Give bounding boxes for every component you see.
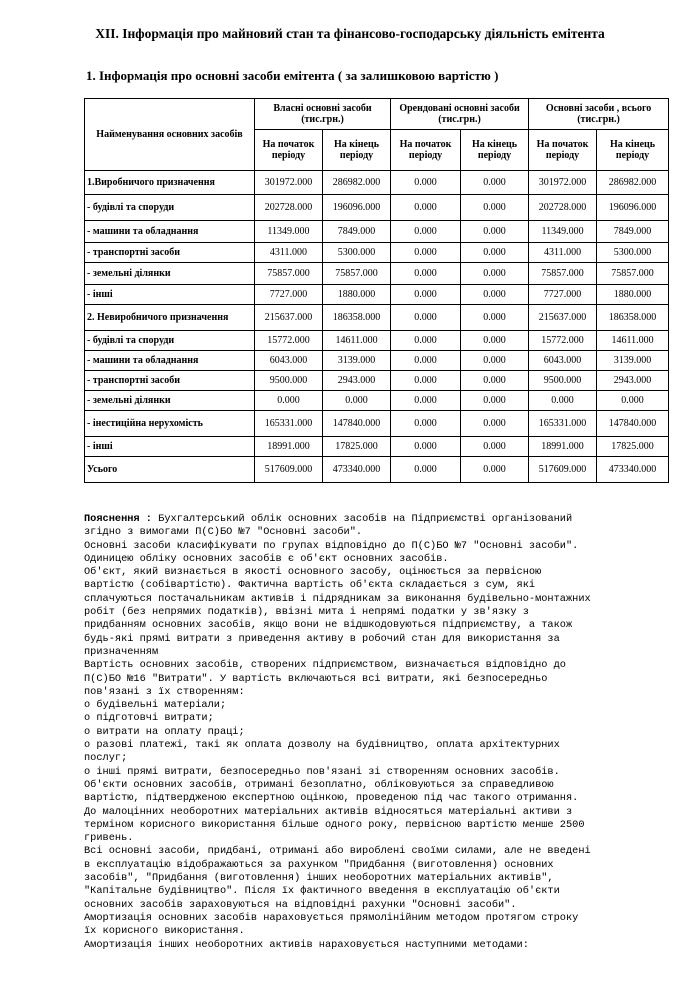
value-cell: 9500.000 [529,371,597,391]
value-cell: 202728.000 [529,195,597,221]
value-cell: 165331.000 [255,411,323,437]
value-cell: 0.000 [391,305,461,331]
value-cell: 6043.000 [255,351,323,371]
value-cell: 147840.000 [597,411,669,437]
note-line: будь-які прямі витрати з приведення активу в робочий стан для використання за [84,632,560,645]
row-label: - транспортні засоби [85,371,255,391]
notes-body [84,526,591,950]
column-group-leased: Орендовані основні засоби (тис.грн.) [391,99,529,130]
value-cell: 0.000 [391,331,461,351]
note-line: о будівельні матеріали; [84,699,227,712]
note-line: "Капітальне будівництво". Після їх фактичного введення в експлуатацію об'єкти [84,885,560,898]
value-cell: 0.000 [391,437,461,457]
column-header-end: На кінець періоду [461,130,529,171]
value-cell: 18991.000 [529,437,597,457]
explanatory-notes [84,513,684,952]
value-cell: 301972.000 [529,171,597,195]
note-line: засобів", "Придбання (виготовлення) інших необоротних матеріальних активів", [84,872,554,885]
value-cell: 0.000 [461,371,529,391]
table-row [85,437,669,457]
value-cell: 11349.000 [529,221,597,243]
row-label: 2. Невиробничого призначення [85,305,255,331]
notes-first-line: Бухгалтерський облік основних засобів на Підприємстві організований [151,513,573,525]
note-line: До малоцінних необоротних матеріальних активів відносяться матеріальні активи з [84,805,573,818]
value-cell: 473340.000 [597,457,669,483]
value-cell: 0.000 [391,221,461,243]
value-cell: 2943.000 [323,371,391,391]
note-line: о підготовчі витрати; [84,712,214,725]
value-cell: 0.000 [529,391,597,411]
value-cell: 0.000 [461,195,529,221]
value-cell: 0.000 [461,437,529,457]
value-cell: 7849.000 [597,221,669,243]
column-header-start: На початок періоду [391,130,461,171]
column-header-name: Найменування основних засобів [85,99,255,171]
value-cell: 0.000 [255,391,323,411]
row-label: Усього [85,457,255,483]
value-cell: 286982.000 [323,171,391,195]
column-header-end: На кінець періоду [597,130,669,171]
note-line: о інші прямі витрати, безпосередньо пов'язані зі створенням основних засобів. [84,765,560,778]
value-cell: 0.000 [461,285,529,305]
note-line: Всі основні засоби, придбані, отримані або вироблені своїми силами, але не введені [84,845,591,858]
row-label: 1.Виробничого призначення [85,171,255,195]
column-group-own: Власні основні засоби (тис.грн.) [255,99,391,130]
table-row [85,285,669,305]
value-cell: 0.000 [391,371,461,391]
note-line: Вартість основних засобів, створених підприємством, визначається відповідно до [84,659,566,672]
value-cell: 0.000 [323,391,391,411]
row-label: - інші [85,437,255,457]
table-row [85,391,669,411]
value-cell: 473340.000 [323,457,391,483]
value-cell: 17825.000 [597,437,669,457]
value-cell: 0.000 [461,391,529,411]
note-line: Об'єкти основних засобів, отримані безоплатно, обліковуються за справедливою [84,778,554,791]
value-cell: 196096.000 [597,195,669,221]
value-cell: 2943.000 [597,371,669,391]
value-cell: 215637.000 [255,305,323,331]
note-line: Амортизація основних засобів нараховується прямолінійним методом протягом строку [84,911,579,924]
note-line: послуг; [84,752,128,765]
value-cell: 75857.000 [255,263,323,285]
row-label: - земельні ділянки [85,391,255,411]
row-label: - транспортні засоби [85,243,255,263]
row-label: - земельні ділянки [85,263,255,285]
value-cell: 0.000 [461,331,529,351]
value-cell: 301972.000 [255,171,323,195]
value-cell: 75857.000 [323,263,391,285]
value-cell: 14611.000 [597,331,669,351]
value-cell: 0.000 [391,391,461,411]
column-header-start: На початок періоду [529,130,597,171]
value-cell: 286982.000 [597,171,669,195]
value-cell: 0.000 [461,171,529,195]
value-cell: 9500.000 [255,371,323,391]
value-cell: 1880.000 [597,285,669,305]
value-cell: 1880.000 [323,285,391,305]
value-cell: 202728.000 [255,195,323,221]
note-line: сплачуються постачальникам активів і підрядникам за виконання будівельно-монтажних [84,592,591,605]
row-label: - машини та обладнання [85,351,255,371]
value-cell: 0.000 [461,243,529,263]
value-cell: 14611.000 [323,331,391,351]
value-cell: 0.000 [461,305,529,331]
note-line: призначенням [84,645,159,658]
note-line: вартістю (собівартістю). Фактична вартість об'єкта складається з сум, які [84,579,536,592]
note-line: придбанням основних засобів, якщо вони не відшкодовуються підприємству, а також [84,619,573,632]
value-cell: 3139.000 [597,351,669,371]
value-cell: 165331.000 [529,411,597,437]
table-row [85,195,669,221]
value-cell: 5300.000 [323,243,391,263]
notes-label: Пояснення : [84,513,152,525]
note-line: о разові платежі, такі як оплата дозволу на будівництво, оплата архітектурних [84,739,560,752]
table-row [85,263,669,285]
note-line: Амортизація інших необоротних активів нараховується наступними методами: [84,938,529,951]
value-cell: 0.000 [391,457,461,483]
value-cell: 7727.000 [529,285,597,305]
note-line: П(С)БО №16 "Витрати". У вартість включаються всі витрати, які безпосередньо [84,672,548,685]
column-header-end: На кінець періоду [323,130,391,171]
note-line: о витрати на оплату праці; [84,725,245,738]
value-cell: 7849.000 [323,221,391,243]
table-row [85,457,669,483]
note-line: робіт (без непрямих податків), ввізні мита і непрямі податки у зв'язку з [84,606,529,619]
value-cell: 18991.000 [255,437,323,457]
value-cell: 0.000 [461,457,529,483]
value-cell: 11349.000 [255,221,323,243]
value-cell: 186358.000 [597,305,669,331]
fixed-assets-table [84,98,669,483]
note-line: в експлуатацію відображаються за рахунком "Придбання (виготовлення) основних [84,858,554,871]
value-cell: 0.000 [391,171,461,195]
note-line: пов'язані з їх створенням: [84,685,245,698]
value-cell: 0.000 [391,263,461,285]
value-cell: 15772.000 [529,331,597,351]
row-label: - інестиційна нерухомість [85,411,255,437]
value-cell: 196096.000 [323,195,391,221]
row-label: - будівлі та споруди [85,331,255,351]
value-cell: 17825.000 [323,437,391,457]
value-cell: 75857.000 [597,263,669,285]
value-cell: 4311.000 [529,243,597,263]
row-label: - машини та обладнання [85,221,255,243]
note-line: гривень. [84,832,134,845]
note-line: Одиницею обліку основних засобів є об'єкт основних засобів. [84,552,449,565]
table-row [85,351,669,371]
value-cell: 0.000 [391,285,461,305]
value-cell: 4311.000 [255,243,323,263]
note-line: Основні засоби класифікувати по групах відповідно до П(С)БО №7 "Основні засоби". [84,539,579,552]
note-line: основних засобів зараховуються на відповідні рахунки "Основні засоби". [84,898,517,911]
value-cell: 3139.000 [323,351,391,371]
value-cell: 517609.000 [529,457,597,483]
note-line: терміном корисного використання більше одного року, первісною вартістю менше 2500 [84,818,585,831]
value-cell: 7727.000 [255,285,323,305]
row-label: - будівлі та споруди [85,195,255,221]
column-group-total: Основні засоби , всього (тис.грн.) [529,99,669,130]
table-row [85,171,669,195]
table-row [85,411,669,437]
value-cell: 0.000 [461,411,529,437]
value-cell: 0.000 [461,351,529,371]
value-cell: 15772.000 [255,331,323,351]
value-cell: 186358.000 [323,305,391,331]
value-cell: 0.000 [391,351,461,371]
note-line: Об'єкт, який визнається в якості основного засобу, оцінюється за первісною [84,566,542,579]
table-row [85,305,669,331]
column-header-start: На початок періоду [255,130,323,171]
value-cell: 0.000 [597,391,669,411]
table-row [85,371,669,391]
section-title: 1. Інформація про основні засоби емітента ( за залишковою вартістю ) [86,68,499,83]
value-cell: 517609.000 [255,457,323,483]
value-cell: 0.000 [391,243,461,263]
value-cell: 0.000 [391,411,461,437]
value-cell: 5300.000 [597,243,669,263]
page-title: XII. Інформація про майновий стан та фінансово-господарську діяльність емітента [95,26,605,41]
value-cell: 6043.000 [529,351,597,371]
row-label: - інші [85,285,255,305]
note-line: їх корисного використання. [84,925,245,938]
table-row [85,243,669,263]
value-cell: 0.000 [391,195,461,221]
note-line: вартістю, підтвердженою експертною оцінкою, проведеною під час такого отримання. [84,792,579,805]
value-cell: 0.000 [461,263,529,285]
value-cell: 215637.000 [529,305,597,331]
value-cell: 0.000 [461,221,529,243]
value-cell: 75857.000 [529,263,597,285]
table-row [85,331,669,351]
note-line: згідно з вимогами П(С)БО №7 "Основні засоби". [84,526,363,539]
value-cell: 147840.000 [323,411,391,437]
table-row [85,221,669,243]
